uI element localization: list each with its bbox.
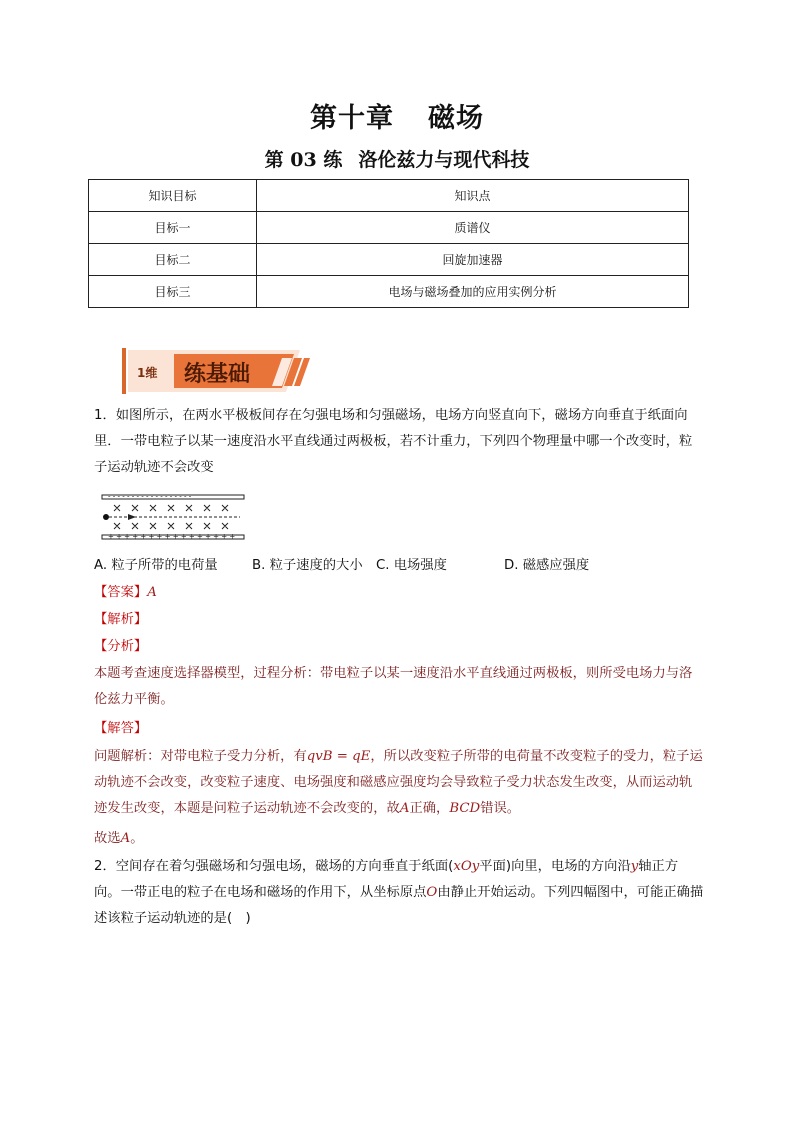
chapter-number: 第十章 bbox=[310, 103, 394, 134]
option-a[interactable]: A. 粒子所带的电荷量 bbox=[94, 558, 218, 573]
banner-badge: 1维 bbox=[137, 366, 158, 380]
banner-edge bbox=[122, 348, 126, 394]
option-d[interactable]: D. 磁感应强度 bbox=[504, 558, 590, 573]
velocity-arrow bbox=[128, 514, 136, 520]
option-b[interactable]: B. 粒子速度的大小 bbox=[252, 558, 363, 573]
q2-part: 轴正方向。一带正电的粒子在电场和磁场的作用下，从坐标原点 bbox=[94, 859, 679, 900]
goal-cell: 目标二 bbox=[89, 244, 257, 276]
svg-text:+ + + + + + + + + + + + + + +: + + + + + + + + + + + + + + + + bbox=[108, 532, 236, 541]
lesson-number: 第 03 练 bbox=[264, 149, 343, 171]
header-cell: 知识目标 bbox=[89, 180, 257, 212]
q2-plane: xOy bbox=[453, 859, 480, 874]
jieda-part: ，所以改变粒子所带的电荷量不改变粒子的受力，粒子运动轨迹不会改变，改变粒子速度、电场强度和磁感应强度均会导致粒子受力状态发生改变，从而运动轨迹发生改变，本题是问粒子运动轨迹不会改变的，故 bbox=[94, 749, 703, 816]
jieda-text bbox=[94, 744, 704, 822]
question-1-stem: 1．如图所示，在两水平极板间存在匀强电场和匀强磁场，电场方向竖直向下，磁场方向垂直于纸面向里．一带电粒子以某一速度沿水平直线通过两极板，若不计重力，下列四个物理量中哪一个改变时，粒子运动轨迹不会改变 bbox=[94, 408, 693, 475]
q2-part: 平面)向里，电场的方向沿 bbox=[479, 859, 631, 874]
question-2-stem bbox=[94, 854, 704, 932]
jieda-equation: qvB = qE bbox=[306, 749, 371, 764]
q2-part: 由静止开始运动。下列四幅图中，可能正确描述该粒子运动轨迹的是( ) bbox=[94, 885, 704, 926]
lesson-name: 洛伦兹力与现代科技 bbox=[358, 149, 530, 171]
question-1-options bbox=[94, 555, 589, 577]
chapter-subject: 磁场 bbox=[428, 103, 484, 134]
goal-cell: 目标三 bbox=[89, 276, 257, 308]
chapter-title bbox=[0, 96, 794, 135]
jieda-part: 正确， bbox=[409, 801, 450, 816]
plates-figure bbox=[100, 493, 248, 541]
answer-value: A bbox=[147, 585, 157, 600]
knowledge-cell: 质谱仪 bbox=[257, 212, 689, 244]
q2-axis: y bbox=[630, 859, 639, 874]
lesson-title bbox=[0, 145, 794, 172]
answer-line bbox=[94, 580, 704, 606]
knowledge-cell: 电场与磁场叠加的应用实例分析 bbox=[257, 276, 689, 308]
conclusion-part: 故选 bbox=[94, 831, 121, 846]
q2-origin: O bbox=[426, 885, 438, 900]
q2-part: 2．空间存在着匀强磁场和匀强电场，磁场的方向垂直于纸面( bbox=[94, 859, 454, 874]
table-row bbox=[89, 244, 689, 276]
conclusion-option: A bbox=[120, 831, 131, 846]
fenxi-text: 本题考查速度选择器模型，过程分析：带电粒子以某一速度沿水平直线通过两极板，则所受电场力与洛伦兹力平衡。 bbox=[94, 666, 693, 707]
goals-table-header bbox=[89, 180, 689, 212]
jieda-label: 【解答】 bbox=[94, 721, 148, 736]
table-row bbox=[89, 212, 689, 244]
jieda-option-bcd: BCD bbox=[449, 801, 481, 816]
knowledge-cell: 回旋加速器 bbox=[257, 244, 689, 276]
jieda-part: 问题解析：对带电粒子受力分析，有 bbox=[94, 749, 307, 764]
jieda-part: 错误。 bbox=[480, 801, 521, 816]
option-c[interactable]: C. 电场强度 bbox=[376, 558, 447, 573]
jieda-option-a: A bbox=[399, 801, 410, 816]
table-row bbox=[89, 276, 689, 308]
conclusion-part: 。 bbox=[130, 831, 144, 846]
particle bbox=[103, 514, 109, 520]
section-banner bbox=[122, 348, 310, 394]
fenxi-label: 【分析】 bbox=[94, 639, 148, 654]
conclusion bbox=[94, 826, 704, 852]
answer-label: 【答案】 bbox=[94, 585, 148, 600]
svg-text:- - - - - - - - - - - - - - -: - - - - - - - - - - - - - - - - - - bbox=[108, 493, 192, 501]
analysis-label: 【解析】 bbox=[94, 612, 148, 627]
goal-cell: 目标一 bbox=[89, 212, 257, 244]
header-cell: 知识点 bbox=[257, 180, 689, 212]
goals-table bbox=[88, 179, 689, 308]
banner-text: 练基础 bbox=[184, 362, 251, 387]
